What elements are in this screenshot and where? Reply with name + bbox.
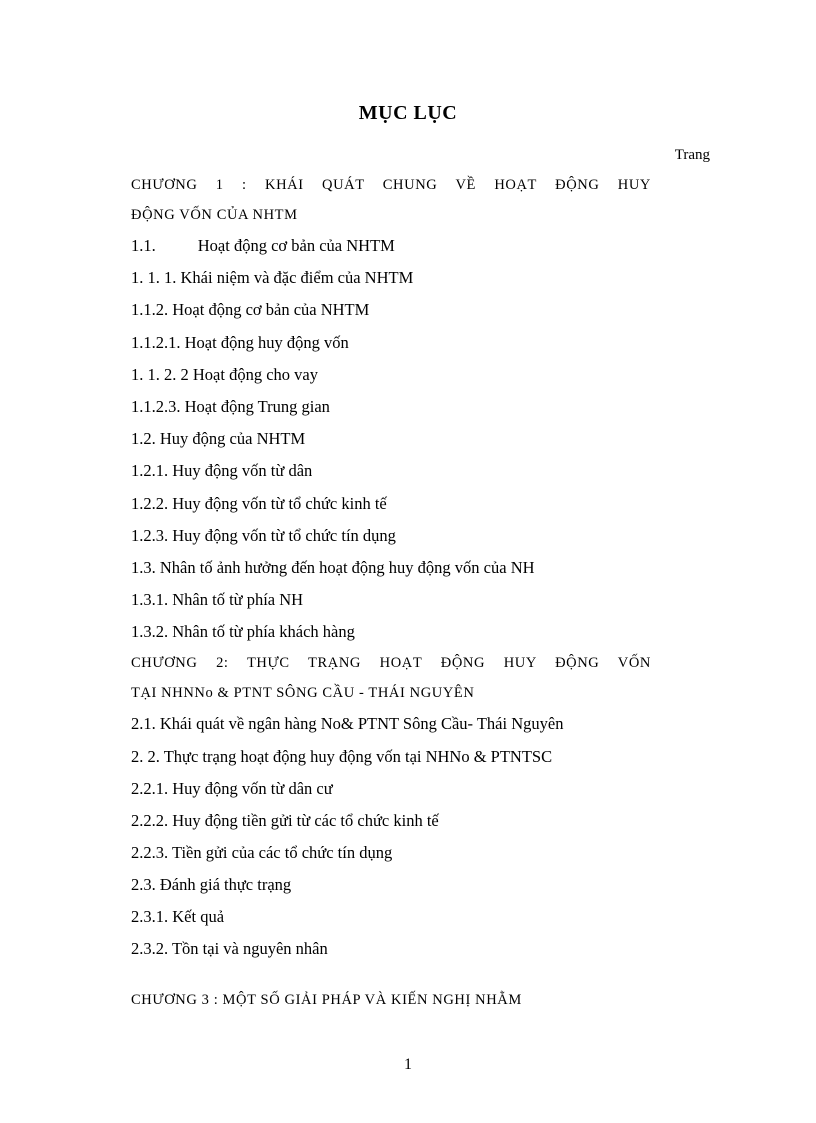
toc-entry: 1.2. Huy động của NHTM <box>131 429 306 448</box>
toc-entry: 1. 1. 2. 2 Hoạt động cho vay <box>131 365 318 384</box>
toc-entry: 1.1.2.1. Hoạt động huy động vốn <box>131 333 349 352</box>
toc-entry: 1. 1. 1. Khái niệm và đặc điểm của NHTM <box>131 268 414 287</box>
toc-chapter-2-line-2: TẠI NHNNo & PTNT SÔNG CẦU - THÁI NGUYÊN <box>131 685 475 701</box>
toc-entry: 2.3. Đánh giá thực trạng <box>131 875 292 894</box>
toc-entry: 1.2.3. Huy động vốn từ tổ chức tín dụng <box>131 526 396 545</box>
toc-entry: 1.1.2. Hoạt động cơ bản của NHTM <box>131 300 370 319</box>
toc-entry-label: Hoạt động cơ bản của NHTM <box>197 236 395 255</box>
toc-entry: 2.2.2. Huy động tiền gửi từ các tổ chức kinh tế <box>131 811 439 830</box>
toc-entry: 2.1. Khái quát về ngân hàng No& PTNT Sông Cầu- Thái Nguyên <box>131 714 564 733</box>
toc-entry: 1.3.2. Nhân tố từ phía khách hàng <box>131 622 355 641</box>
toc-entry: 1.3.1. Nhân tố từ phía NH <box>131 590 304 609</box>
toc-chapter-3-line-1: CHƯƠNG 3 : MỘT SỐ GIẢI PHÁP VÀ KIẾN NGHỊ NHẰM <box>131 992 522 1008</box>
toc-chapter-2-line-1: CHƯƠNG 2: THỰC TRẠNG HOẠT ĐỘNG HUY ĐỘNG VỐN <box>131 655 651 671</box>
toc-entry-number: 1.1. <box>131 236 156 255</box>
toc-entry: 2.2.3. Tiền gửi của các tổ chức tín dụng <box>131 843 393 862</box>
toc-entry: 2.3.2. Tồn tại và nguyên nhân <box>131 939 328 958</box>
page-title: MỤC LỤC <box>358 102 458 124</box>
toc-entry: 2.2.1. Huy động vốn từ dân cư <box>131 779 333 798</box>
page-column-label: Trang <box>674 147 710 163</box>
toc-entry: 2.3.1. Kết quả <box>131 907 225 926</box>
page-number: 1 <box>404 1056 412 1073</box>
toc-entry: 1.3. Nhân tố ảnh hưởng đến hoạt động huy động vốn của NH <box>131 558 535 577</box>
toc-entry <box>131 236 395 256</box>
toc-chapter-1-line-2: ĐỘNG VỐN CỦA NHTM <box>131 207 298 223</box>
toc-entry: 2. 2. Thực trạng hoạt động huy động vốn tại NHNo & PTNTSC <box>131 747 553 766</box>
toc-entry: 1.1.2.3. Hoạt động Trung gian <box>131 397 330 416</box>
toc-entry: 1.2.1. Huy động vốn từ dân <box>131 461 313 480</box>
toc-entry: 1.2.2. Huy động vốn từ tổ chức kinh tế <box>131 494 387 513</box>
toc-chapter-1-line-1: CHƯƠNG 1 : KHÁI QUÁT CHUNG VỀ HOẠT ĐỘNG HUY <box>131 177 651 193</box>
